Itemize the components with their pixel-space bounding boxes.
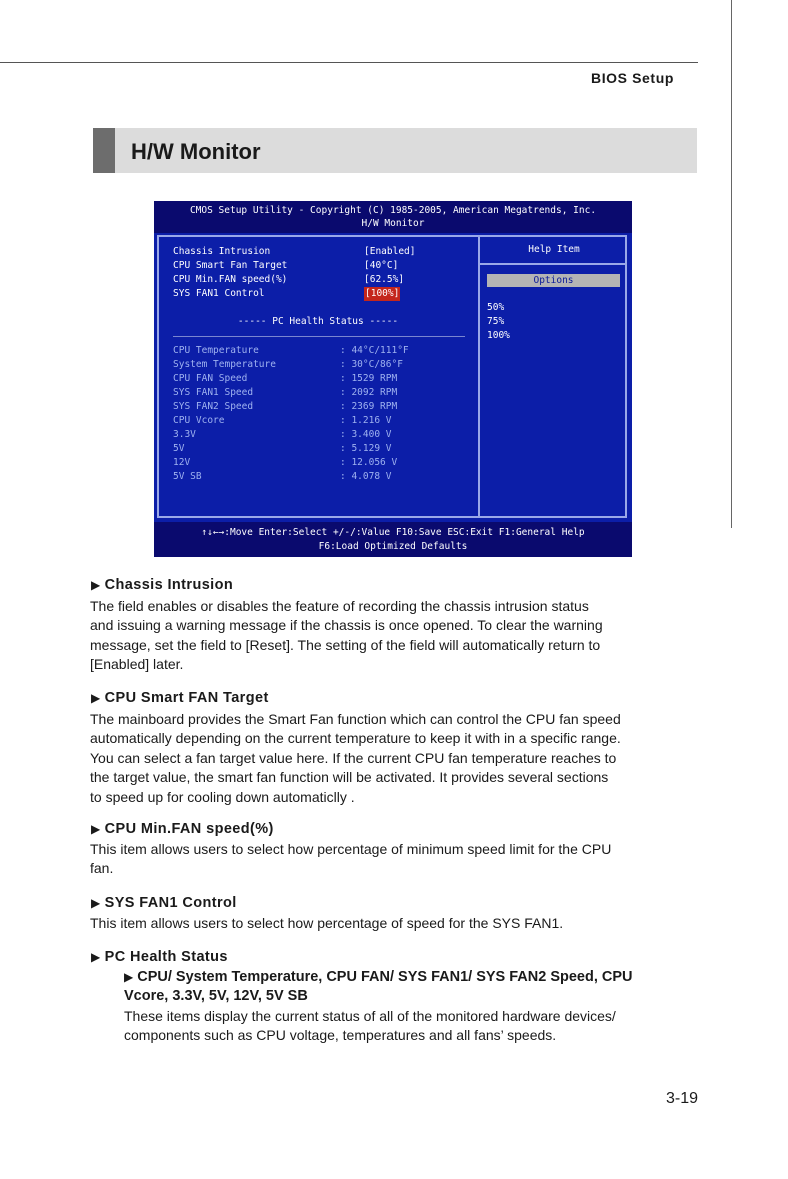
text-line: You can select a fan target value here. If the current CPU fan temperature reaches to (90, 749, 617, 766)
option-100[interactable]: 100% (487, 330, 510, 341)
bios-header-copyright: CMOS Setup Utility - Copyright (C) 1985-2005, American Megatrends, Inc. (189, 205, 597, 216)
pc-health-subtitle: ----- PC Health Status ----- (237, 316, 399, 327)
triangle-right-icon: ▶ (124, 970, 134, 984)
status-value: : 4.078 V (340, 471, 392, 482)
text-line: automatically depending on the current temperature to keep it with in a specific range. (90, 730, 621, 747)
heading-text: CPU Smart FAN Target (104, 690, 269, 706)
text-line: the target value, the smart fan function will be activated. It provides several sections (90, 769, 609, 786)
heading-text: Chassis Intrusion (104, 577, 234, 593)
header-rule (0, 62, 698, 63)
bios-separator (173, 336, 465, 337)
option-75[interactable]: 75% (487, 316, 505, 327)
status-label: 3.3V (173, 429, 196, 440)
bios-footer (154, 522, 632, 557)
subheading-line (124, 968, 700, 987)
menu-item-min-fan-speed[interactable]: CPU Min.FAN speed(%) (173, 274, 288, 285)
paragraph-cpu-min-fan-speed (90, 840, 699, 879)
status-label: CPU FAN Speed (173, 373, 248, 384)
menu-item-smart-fan-target[interactable]: CPU Smart Fan Target (173, 260, 288, 271)
paragraph-sys-fan1-control (90, 914, 699, 933)
heading-cpu-min-fan-speed (91, 821, 274, 837)
paragraph-pc-health-status (124, 1007, 700, 1046)
status-label: CPU Temperature (173, 345, 259, 356)
heading-chassis-intrusion (91, 577, 233, 593)
text-line: components such as CPU voltage, temperatures and all fans’ speeds. (124, 1027, 557, 1044)
status-value: : 12.056 V (340, 457, 398, 468)
status-label: 12V (173, 457, 191, 468)
triangle-right-icon: ▶ (91, 822, 101, 836)
text-line: The mainboard provides the Smart Fan function which can control the CPU fan speed (90, 711, 621, 727)
status-label: SYS FAN2 Speed (173, 401, 254, 412)
bios-header-page: H/W Monitor (361, 218, 425, 229)
options-header: Options (487, 274, 620, 287)
status-label: System Temperature (173, 359, 276, 370)
option-50[interactable]: 50% (487, 302, 505, 313)
menu-item-sys-fan1-control[interactable]: SYS FAN1 Control (173, 288, 265, 299)
status-value: : 3.400 V (340, 429, 392, 440)
text-line: The field enables or disables the feature of recording the chassis intrusion status (90, 598, 589, 614)
triangle-right-icon: ▶ (91, 896, 101, 910)
bios-screen (154, 201, 632, 557)
status-value: : 30°C/86°F (340, 359, 403, 370)
text-line: message, set the field to [Reset]. The setting of the field will automatically return to (90, 636, 601, 653)
bios-footer-defaults: F6:Load Optimized Defaults (318, 541, 468, 552)
bios-header (154, 201, 632, 233)
menu-item-chassis-intrusion[interactable]: Chassis Intrusion (173, 246, 271, 257)
status-value: : 1529 RPM (340, 373, 398, 384)
status-value: : 2092 RPM (340, 387, 398, 398)
running-head: BIOS Setup (590, 70, 674, 86)
section-tab (93, 128, 115, 173)
text-line: These items display the current status of all of the monitored hardware devices/ (124, 1008, 616, 1024)
text-line: fan. (90, 860, 114, 877)
menu-value-sys-fan1-control-selected[interactable]: [100%] (365, 288, 400, 299)
triangle-right-icon: ▶ (91, 950, 101, 964)
side-rule (731, 0, 732, 528)
bios-divider (478, 235, 480, 518)
triangle-right-icon: ▶ (91, 578, 101, 592)
heading-pc-health-status (91, 949, 228, 965)
bios-footer-keys: ↑↓←→:Move Enter:Select +/-/:Value F10:Save ESC:Exit F1:General Help (201, 527, 585, 538)
heading-text: SYS FAN1 Control (104, 895, 237, 911)
heading-text: CPU Min.FAN speed(%) (104, 821, 274, 837)
text-line: [Enabled] later. (90, 656, 184, 673)
triangle-right-icon: ▶ (91, 691, 101, 705)
status-label: SYS FAN1 Speed (173, 387, 254, 398)
heading-sys-fan1-control (91, 895, 237, 911)
text-line: This item allows users to select how percentage of minimum speed limit for the CPU (90, 841, 612, 857)
subheading-line: Vcore, 3.3V, 5V, 12V, 5V SB (124, 988, 308, 1005)
text-line: to speed up for cooling down automaticlly . (90, 788, 355, 805)
menu-value-chassis-intrusion[interactable]: [Enabled] (364, 246, 416, 257)
paragraph-cpu-smart-fan-target (90, 710, 699, 807)
help-item-title: Help Item (528, 244, 580, 255)
paragraph-chassis-intrusion (90, 597, 699, 675)
menu-value-min-fan-speed[interactable]: [62.5%] (364, 274, 405, 285)
status-value: : 1.216 V (340, 415, 392, 426)
help-rule (480, 263, 625, 265)
status-value: : 2369 RPM (340, 401, 398, 412)
text-line: and issuing a warning message if the chassis is once opened. To clear the warning (90, 617, 603, 634)
section-title: H/W Monitor (131, 139, 261, 164)
text-line: This item allows users to select how percentage of speed for the SYS FAN1. (90, 915, 564, 931)
status-label: 5V (173, 443, 185, 454)
menu-value-smart-fan-target[interactable]: [40°C] (364, 260, 399, 271)
subheading-text: CPU/ System Temperature, CPU FAN/ SYS FAN1/ SYS FAN2 Speed, CPU (137, 969, 633, 985)
heading-text: PC Health Status (104, 949, 228, 965)
status-value: : 5.129 V (340, 443, 392, 454)
status-value: : 44°C/111°F (340, 345, 409, 356)
page-number: 3-19 (665, 1090, 698, 1107)
status-label: 5V SB (173, 471, 202, 482)
heading-cpu-smart-fan-target (91, 690, 269, 706)
subheading-monitored-items (124, 968, 700, 1007)
section-title-bar (93, 128, 697, 173)
status-label: CPU Vcore (173, 415, 225, 426)
